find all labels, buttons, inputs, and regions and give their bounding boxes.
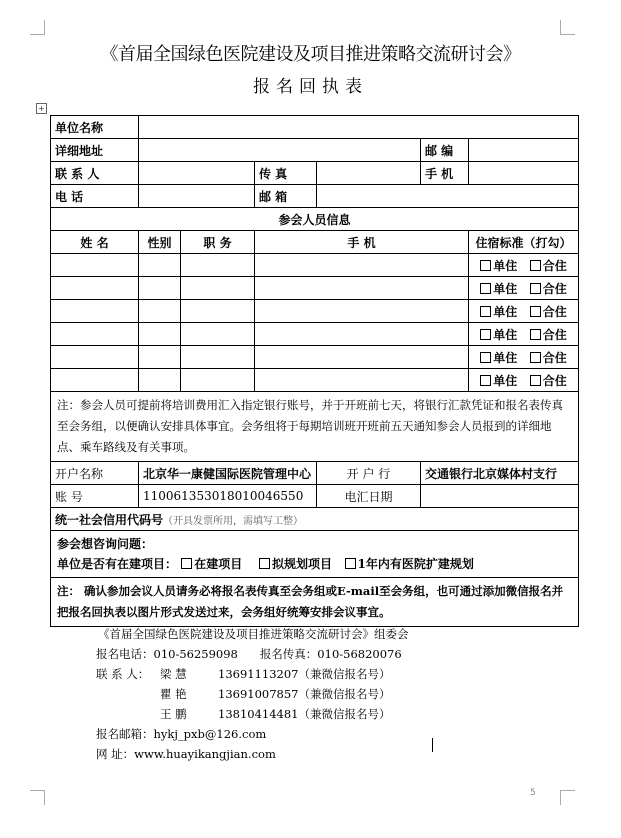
participant-mobile-field[interactable] — [255, 300, 469, 323]
project-question-line — [57, 554, 572, 574]
lodging-single-checkbox[interactable] — [480, 306, 491, 317]
contact-phone: 13810414481（兼微信报名号） — [218, 707, 391, 721]
table-row — [51, 508, 579, 531]
registration-fax: 报名传真：010-56820076 — [259, 647, 402, 661]
organizer-phones — [78, 644, 548, 664]
lodging-shared-checkbox[interactable] — [530, 306, 541, 317]
website-url[interactable]: www.huayikangjian.com — [134, 747, 276, 761]
payment-note: 注：参会人员可提前将培训费用汇入指定银行账号，并于开班前七天，将银行汇款凭证和报名表传真至会务组，以便确认安排具体事宜。会务组将于每期培训班开班前五天通知参会人员报到的详细地点、乘车路线及有关事项。 — [51, 392, 579, 462]
participant-gender-field[interactable] — [139, 346, 181, 369]
table-row — [51, 185, 579, 208]
page-corner-mark — [30, 20, 45, 35]
contact-line — [78, 664, 548, 684]
participant-position-field[interactable] — [181, 254, 255, 277]
table-row — [51, 578, 579, 627]
contact-phone: 13691007857（兼微信报名号） — [218, 687, 391, 701]
bank-label: 开 户 行 — [317, 462, 421, 485]
participant-lodging-options — [469, 346, 579, 369]
lodging-shared-checkbox[interactable] — [530, 260, 541, 271]
lodging-shared-label: 合住 — [542, 350, 567, 365]
address-field[interactable] — [139, 139, 421, 162]
participant-mobile-field[interactable] — [255, 323, 469, 346]
table-row — [51, 208, 579, 231]
option-building: 在建项目 — [194, 557, 243, 571]
table-row — [51, 139, 579, 162]
column-header-name: 姓 名 — [51, 231, 139, 254]
lodging-single-label: 单住 — [493, 281, 518, 296]
column-header-lodging: 住宿标准（打勾） — [469, 231, 579, 254]
participant-gender-field[interactable] — [139, 300, 181, 323]
page-corner-mark — [560, 20, 575, 35]
organizer-info — [78, 624, 548, 764]
contact-line — [78, 684, 548, 704]
text-cursor — [432, 738, 433, 752]
page-corner-mark — [560, 790, 575, 805]
participant-rows — [51, 254, 579, 392]
submission-note: 注： 确认参加会议人员请务必将报名表传真至会务组或E-mail至会务组，也可通过添加微信报名并把报名回执表以图片形式发送过来，会务组好统筹安排会议事宜。 — [51, 578, 579, 627]
document-title: 《首届全国绿色医院建设及项目推进策略交流研讨会》 — [100, 44, 521, 65]
participant-name-field[interactable] — [51, 277, 139, 300]
page-corner-mark — [30, 790, 45, 805]
lodging-shared-checkbox[interactable] — [530, 352, 541, 363]
column-header-gender: 性别 — [139, 231, 181, 254]
lodging-single-label: 单住 — [493, 327, 518, 342]
contact-name: 梁 慧 — [160, 667, 187, 681]
participant-gender-field[interactable] — [139, 369, 181, 392]
participant-mobile-field[interactable] — [255, 254, 469, 277]
credit-code-label: 统一社会信用代码号 — [55, 512, 164, 527]
participant-position-field[interactable] — [181, 300, 255, 323]
participant-gender-field[interactable] — [139, 254, 181, 277]
website-line — [78, 744, 548, 764]
participant-lodging-options — [469, 323, 579, 346]
table-row — [51, 369, 579, 392]
participant-mobile-field[interactable] — [255, 346, 469, 369]
email-field[interactable] — [317, 185, 579, 208]
registration-phone: 报名电话：010-56259098 — [96, 647, 238, 661]
column-header-position: 职 务 — [181, 231, 255, 254]
participant-mobile-field[interactable] — [255, 277, 469, 300]
option-expansion: 1年内有医院扩建规划 — [357, 557, 474, 571]
participant-lodging-options — [469, 254, 579, 277]
bank-holder-label: 开户名称 — [51, 462, 139, 485]
participant-position-field[interactable] — [181, 277, 255, 300]
table-row — [51, 323, 579, 346]
bank-value: 交通银行北京媒体村支行 — [421, 462, 579, 485]
checkbox-building[interactable] — [181, 558, 192, 569]
participants-section-title: 参会人员信息 — [51, 208, 579, 231]
fax-field[interactable] — [317, 162, 421, 185]
lodging-single-checkbox[interactable] — [480, 352, 491, 363]
website-label: 网 址： — [96, 747, 135, 761]
participant-name-field[interactable] — [51, 346, 139, 369]
table-move-handle-icon[interactable]: + — [36, 103, 47, 114]
participant-position-field[interactable] — [181, 369, 255, 392]
contact-line — [78, 704, 548, 724]
participant-position-field[interactable] — [181, 346, 255, 369]
lodging-single-checkbox[interactable] — [480, 283, 491, 294]
remit-date-field[interactable] — [421, 485, 579, 508]
phone-label: 电 话 — [51, 185, 139, 208]
table-row — [51, 277, 579, 300]
zip-field[interactable] — [469, 139, 579, 162]
contact-label: 联 系 人： — [96, 667, 150, 681]
registration-email: 报名邮箱：hykj_pxb@126.com — [96, 727, 267, 741]
contact-phone: 13691113207（兼微信报名号） — [218, 667, 391, 681]
email-label: 邮 箱 — [255, 185, 317, 208]
lodging-shared-label: 合住 — [542, 258, 567, 273]
participant-gender-field[interactable] — [139, 323, 181, 346]
credit-code-cell[interactable] — [51, 508, 579, 531]
lodging-single-label: 单住 — [493, 304, 518, 319]
document-subtitle: 报名回执表 — [253, 77, 368, 97]
participant-gender-field[interactable] — [139, 277, 181, 300]
mobile-label: 手 机 — [421, 162, 469, 185]
lodging-single-checkbox[interactable] — [480, 260, 491, 271]
lodging-single-label: 单住 — [493, 258, 518, 273]
zip-label: 邮 编 — [421, 139, 469, 162]
table-row — [51, 254, 579, 277]
table-row — [51, 116, 579, 139]
participant-lodging-options — [469, 369, 579, 392]
column-header-mobile: 手 机 — [255, 231, 469, 254]
remit-date-label: 电汇日期 — [317, 485, 421, 508]
lodging-shared-label: 合住 — [542, 327, 567, 342]
fax-label: 传 真 — [255, 162, 317, 185]
table-row — [51, 162, 579, 185]
table-row — [51, 485, 579, 508]
lodging-shared-checkbox[interactable] — [530, 283, 541, 294]
participant-lodging-options — [469, 300, 579, 323]
consultation-cell[interactable] — [51, 531, 579, 578]
bank-holder-value: 北京华一康健国际医院管理中心 — [139, 462, 317, 485]
lodging-single-label: 单住 — [493, 373, 518, 388]
organizer-name: 《首届全国绿色医院建设及项目推进策略交流研讨会》组委会 — [98, 627, 409, 641]
participant-mobile-field[interactable] — [255, 369, 469, 392]
unit-name-label: 单位名称 — [51, 116, 139, 139]
contact-label: 联 系 人 — [51, 162, 139, 185]
address-label: 详细地址 — [51, 139, 139, 162]
table-header-row — [51, 231, 579, 254]
participant-name-field[interactable] — [51, 254, 139, 277]
contact-name: 王 鹏 — [160, 707, 187, 721]
lodging-single-label: 单住 — [493, 350, 518, 365]
unit-name-field[interactable] — [139, 116, 579, 139]
lodging-shared-checkbox[interactable] — [530, 329, 541, 340]
registration-form-table — [50, 115, 579, 627]
table-row — [51, 462, 579, 485]
participant-lodging-options — [469, 277, 579, 300]
participant-name-field[interactable] — [51, 369, 139, 392]
participant-position-field[interactable] — [181, 323, 255, 346]
contact-name: 瞿 艳 — [160, 687, 187, 701]
page-number: 5 — [530, 788, 536, 798]
consult-label: 参会想咨询问题： — [57, 537, 154, 551]
checkbox-planned[interactable] — [259, 558, 270, 569]
lodging-shared-checkbox[interactable] — [530, 375, 541, 386]
contact-list — [78, 664, 548, 724]
mobile-field[interactable] — [469, 162, 579, 185]
lodging-shared-label: 合住 — [542, 304, 567, 319]
project-question: 单位是否有在建项目： — [57, 557, 178, 571]
lodging-single-checkbox[interactable] — [480, 375, 491, 386]
checkbox-expansion[interactable] — [345, 558, 356, 569]
phone-field[interactable] — [139, 185, 255, 208]
option-planned: 拟规划项目 — [271, 557, 332, 571]
table-row — [51, 392, 579, 462]
credit-code-hint: （开具发票所用，需填写工整） — [163, 515, 304, 527]
participant-name-field[interactable] — [51, 323, 139, 346]
lodging-shared-label: 合住 — [542, 281, 567, 296]
lodging-single-checkbox[interactable] — [480, 329, 491, 340]
lodging-shared-label: 合住 — [542, 373, 567, 388]
table-row — [51, 300, 579, 323]
table-row — [51, 531, 579, 578]
account-value: 110061353018010046550 — [139, 485, 317, 508]
account-label: 账 号 — [51, 485, 139, 508]
participant-name-field[interactable] — [51, 300, 139, 323]
contact-field[interactable] — [139, 162, 255, 185]
table-row — [51, 346, 579, 369]
